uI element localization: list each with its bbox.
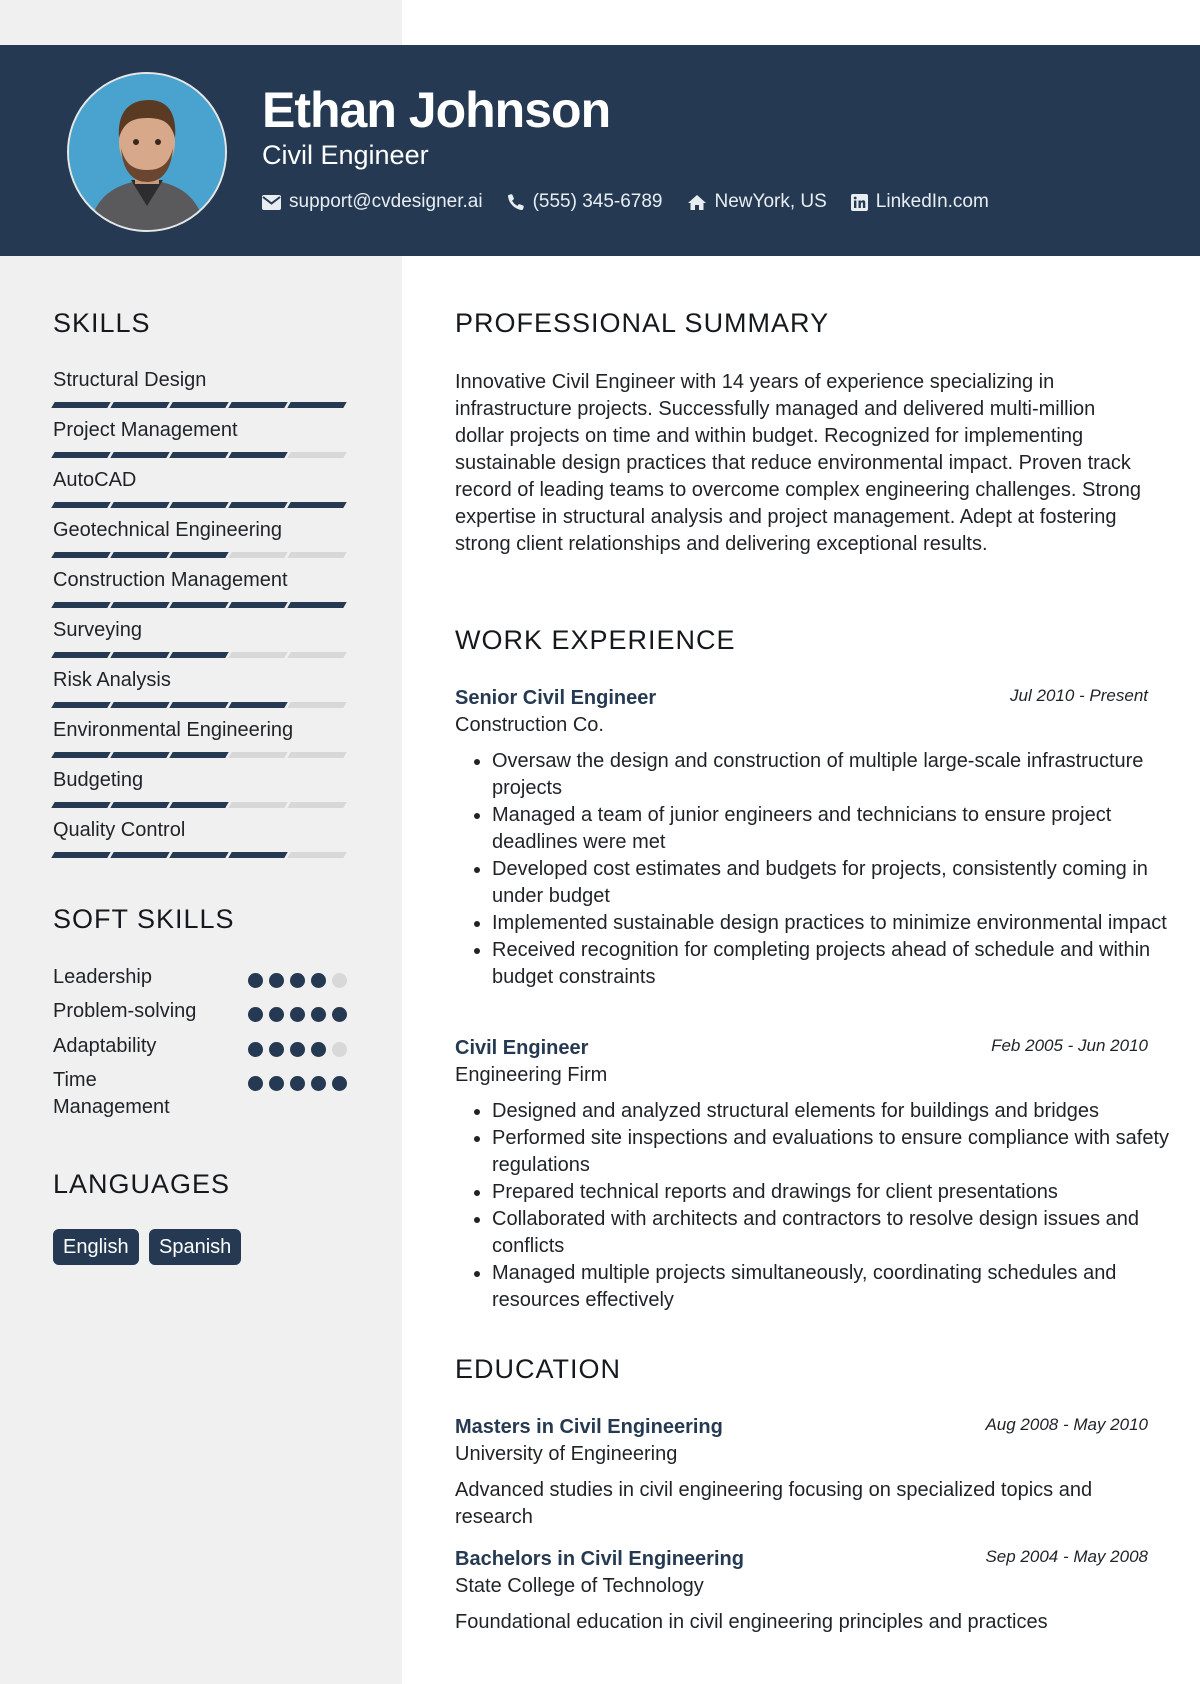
job-bullets [455, 1098, 1182, 1314]
soft-skill-dot [269, 973, 284, 988]
soft-skill-dot [269, 1076, 284, 1091]
skill-level-segment [51, 502, 110, 508]
skill-level-segment [110, 502, 169, 508]
skill-level-segment [110, 602, 169, 608]
skill-level-segment [51, 652, 110, 658]
skill-level-segment [228, 702, 287, 708]
skill-level-segment [110, 802, 169, 808]
skill-level-segment [169, 852, 228, 858]
degree-date: Aug 2008 - May 2010 [985, 1415, 1148, 1434]
soft-skill-name: Problem-solving [53, 1000, 197, 1022]
skill-name: AutoCAD [53, 469, 137, 491]
skill-level-bar [53, 852, 348, 858]
job-bullet: • Prepared technical reports and drawings for client presentations [492, 1179, 1182, 1206]
skill-level-segment [110, 402, 169, 408]
soft-skill-dot [332, 1007, 347, 1022]
education-heading: EDUCATION [455, 1354, 622, 1384]
soft-skill-dot [311, 973, 326, 988]
skill-name: Structural Design [53, 369, 207, 391]
job-title: Civil Engineer [455, 1037, 589, 1059]
skill-level-segment [51, 852, 110, 858]
skill-level-bar [53, 702, 348, 708]
soft-skill-dot [248, 1076, 263, 1091]
profile-photo [67, 72, 227, 232]
skill-level-segment [169, 452, 228, 458]
skill-level-segment [228, 402, 287, 408]
contact-email[interactable] [262, 191, 483, 213]
skill-level-segment [228, 552, 287, 558]
soft-skill-dot [290, 973, 305, 988]
soft-skill-name: Adaptability [53, 1035, 157, 1057]
candidate-title: Civil Engineer [262, 140, 429, 170]
soft-skill-dot [290, 1076, 305, 1091]
soft-skill-dot [290, 1042, 305, 1057]
resume-header [0, 45, 1200, 256]
degree-description: Foundational education in civil engineering principles and practices [455, 1611, 1048, 1633]
language-badge-english: English [53, 1229, 139, 1265]
skill-level-segment [228, 852, 287, 858]
contact-phone[interactable] [507, 191, 663, 213]
soft-skill-dot [311, 1076, 326, 1091]
skill-level-segment [287, 452, 346, 458]
phone-icon [507, 193, 525, 211]
skill-level-segment [51, 452, 110, 458]
skill-level-segment [51, 602, 110, 608]
skill-level-bar [53, 602, 348, 608]
skill-level-segment [110, 852, 169, 858]
job-bullets [455, 748, 1182, 991]
job-company: Engineering Firm [455, 1064, 608, 1086]
soft-skill-dot [248, 1042, 263, 1057]
home-icon [687, 194, 707, 211]
job-bullet: • Designed and analyzed structural elements for buildings and bridges [492, 1098, 1182, 1125]
job-bullet: • Managed a team of junior engineers and technicians to ensure project deadlines were met [492, 802, 1182, 856]
skill-name: Project Management [53, 419, 238, 441]
skill-level-segment [287, 752, 346, 758]
skills-heading: SKILLS [53, 308, 151, 338]
skill-level-segment [110, 752, 169, 758]
skill-level-segment [169, 552, 228, 558]
skill-level-bar [53, 552, 348, 558]
summary-heading: PROFESSIONAL SUMMARY [455, 308, 830, 338]
skill-level-segment [169, 652, 228, 658]
contact-linkedin-text: LinkedIn.com [875, 191, 989, 212]
soft-skill-dot [290, 1007, 305, 1022]
skill-level-segment [287, 602, 346, 608]
skill-name: Risk Analysis [53, 669, 171, 691]
skill-level-bar [53, 452, 348, 458]
skill-level-bar [53, 402, 348, 408]
skill-level-segment [287, 552, 346, 558]
job-date: Jul 2010 - Present [1010, 686, 1148, 705]
job-company: Construction Co. [455, 714, 604, 736]
skill-level-bar [53, 802, 348, 808]
job-date: Feb 2005 - Jun 2010 [991, 1036, 1148, 1055]
skill-name: Environmental Engineering [53, 719, 294, 741]
skill-level-bar [53, 652, 348, 658]
contact-email-text: support@cvdesigner.ai [289, 191, 483, 212]
job-title: Senior Civil Engineer [455, 687, 657, 709]
contact-location[interactable] [687, 191, 827, 213]
soft-skill-dot [332, 1042, 347, 1057]
skill-level-segment [51, 552, 110, 558]
summary-text: Innovative Civil Engineer with 14 years of experience specializing in infrastructure projects. Successfully managed and delivered multi-million dollar projects on time and within budget. Recognized for implementing sustainable design practices that reduce environmental impact. Proven track record of leading teams to overcome complex engineering challenges. Strong expertise in structural analysis and project management. Adept at fostering strong client relationships and delivering exceptional results. [455, 371, 1141, 555]
skill-level-segment [228, 452, 287, 458]
skill-level-segment [169, 502, 228, 508]
contact-location-text: NewYork, US [714, 191, 827, 212]
skill-level-segment [228, 652, 287, 658]
skill-level-segment [110, 652, 169, 658]
skill-level-segment [228, 502, 287, 508]
job-bullet: • Performed site inspections and evaluations to ensure compliance with safety regulations [492, 1125, 1182, 1179]
soft-skill-dot [311, 1042, 326, 1057]
soft-skill-dot [269, 1042, 284, 1057]
skill-name: Geotechnical Engineering [53, 519, 283, 541]
skill-level-segment [169, 752, 228, 758]
skill-level-segment [287, 402, 346, 408]
skill-level-segment [51, 752, 110, 758]
envelope-icon [262, 195, 281, 210]
skill-name: Quality Control [53, 819, 186, 841]
school-name: University of Engineering [455, 1443, 678, 1465]
skill-level-segment [287, 502, 346, 508]
degree-date: Sep 2004 - May 2008 [985, 1547, 1148, 1566]
degree-title: Masters in Civil Engineering [455, 1416, 723, 1438]
job-bullet: • Oversaw the design and construction of multiple large-scale infrastructure projects [492, 748, 1182, 802]
skill-level-segment [287, 702, 346, 708]
job-bullet: • Received recognition for completing projects ahead of schedule and within budget constraints [492, 937, 1182, 991]
soft-skill-dot [332, 1076, 347, 1091]
skill-level-segment [110, 452, 169, 458]
skill-level-segment [287, 852, 346, 858]
degree-title: Bachelors in Civil Engineering [455, 1548, 744, 1570]
skill-level-segment [169, 802, 228, 808]
school-name: State College of Technology [455, 1575, 704, 1597]
contact-linkedin[interactable] [851, 191, 989, 213]
job-bullet: • Collaborated with architects and contractors to resolve design issues and conflicts [492, 1206, 1182, 1260]
skill-name: Budgeting [53, 769, 144, 791]
skill-level-bar [53, 502, 348, 508]
soft-skill-dot [248, 1007, 263, 1022]
skill-level-segment [228, 802, 287, 808]
soft-skill-dot [248, 973, 263, 988]
soft-skills-heading: SOFT SKILLS [53, 904, 235, 934]
job-bullet: • Implemented sustainable design practices to minimize environmental impact [492, 910, 1182, 937]
skill-level-segment [51, 802, 110, 808]
degree-description: Advanced studies in civil engineering focusing on specialized topics and research [455, 1479, 1093, 1528]
skill-name: Construction Management [53, 569, 288, 591]
skill-level-bar [53, 752, 348, 758]
soft-skill-dot [269, 1007, 284, 1022]
soft-skill-name: Time Management [53, 1069, 170, 1118]
skill-name: Surveying [53, 619, 142, 641]
skill-level-segment [51, 402, 110, 408]
skill-level-segment [169, 402, 228, 408]
skill-level-segment [228, 752, 287, 758]
languages-heading: LANGUAGES [53, 1169, 231, 1199]
skill-level-segment [169, 702, 228, 708]
language-badge-spanish: Spanish [149, 1229, 241, 1265]
skill-level-segment [110, 702, 169, 708]
skill-level-segment [287, 802, 346, 808]
skill-level-segment [228, 602, 287, 608]
skill-level-segment [287, 652, 346, 658]
contact-phone-text: (555) 345-6789 [532, 191, 663, 212]
work-heading: WORK EXPERIENCE [455, 625, 736, 655]
skill-level-segment [169, 602, 228, 608]
skill-level-segment [110, 552, 169, 558]
candidate-name: Ethan Johnson [262, 82, 611, 138]
skill-level-segment [51, 702, 110, 708]
job-bullet: • Developed cost estimates and budgets for projects, consistently coming in under budget [492, 856, 1182, 910]
soft-skill-dot [332, 973, 347, 988]
contact-list [262, 191, 1013, 213]
linkedin-icon [851, 194, 868, 211]
soft-skill-name: Leadership [53, 966, 152, 988]
job-bullet: • Managed multiple projects simultaneously, coordinating schedules and resources effectively [492, 1260, 1182, 1314]
soft-skill-dot [311, 1007, 326, 1022]
